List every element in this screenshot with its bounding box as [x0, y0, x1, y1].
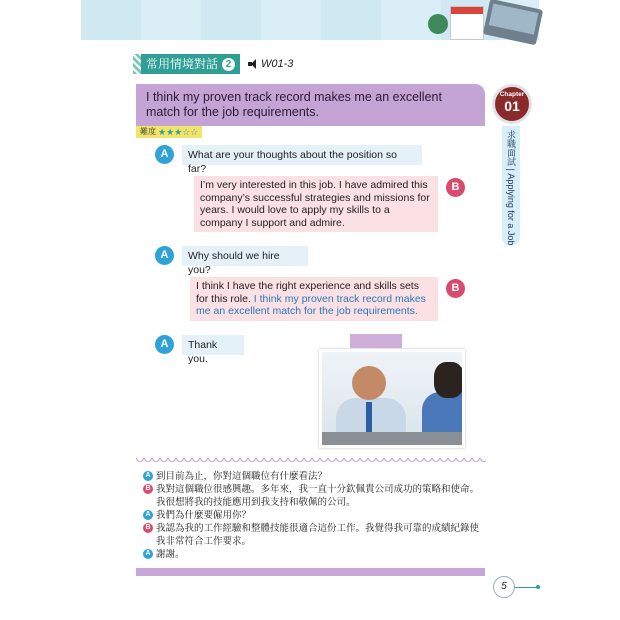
plant-icon	[428, 14, 448, 34]
translation-block	[143, 470, 483, 561]
speaker-icon	[248, 59, 258, 69]
speaker-b-mini-icon: B	[143, 523, 153, 533]
dialogue-line-b2-plain: I think I have the right experience and skills sets for this role.	[196, 280, 419, 305]
interviewer-head	[434, 362, 464, 398]
translation-text: 到目前為止，你對這個職位有什麼看法？	[156, 471, 328, 482]
desk-shape	[322, 432, 462, 448]
tie-shape	[366, 402, 372, 432]
translation-text: 謝謝。	[156, 549, 185, 560]
translation-text: 我對這個職位很感興趣。多年來，我一直十分欽佩貴公司成功的策略和使命。	[156, 484, 480, 495]
translation-line	[143, 522, 483, 535]
page-dot	[536, 585, 540, 589]
speaker-b-avatar: B	[446, 178, 465, 197]
chapter-number: 01	[504, 98, 520, 114]
section-number: 2	[222, 58, 235, 71]
chapter-badge	[492, 84, 532, 124]
dialogue-line-b2-highlight: I think my proven track record makes me an excellent match for the job requirements.	[196, 292, 426, 317]
translation-text: 我們為什麼要僱用你？	[156, 510, 252, 521]
interviewee-head	[352, 366, 386, 400]
star-rating-icon: ★★★☆☆	[158, 127, 199, 137]
section-label-text: 常用情境對話	[146, 57, 219, 71]
lesson-title: I think my proven track record makes me an excellent match for the job requirements.	[146, 90, 442, 119]
speaker-a-mini-icon: A	[143, 549, 153, 559]
translation-line	[143, 470, 483, 483]
difficulty-level	[136, 126, 202, 138]
translation-line	[143, 509, 483, 522]
translation-line	[143, 483, 483, 496]
dialogue-line-b2	[190, 277, 438, 321]
photo-tape	[350, 334, 402, 348]
section-header	[133, 54, 293, 74]
dialogue-line-b1: I’m very interested in this job. I have admired this company’s successful strategies and missions for years. I would love to apply my skills to a company I support and admire.	[194, 176, 438, 232]
speaker-a-avatar: A	[155, 145, 174, 164]
chapter-topic: 求職面試 | Applying for a Job	[506, 130, 516, 246]
section-label	[141, 54, 240, 74]
translation-text: 我很想將我的技能應用到我支持和敬佩的公司。	[156, 497, 356, 508]
speaker-a-mini-icon: A	[143, 471, 153, 481]
translation-line-cont	[143, 496, 483, 509]
translation-line	[143, 548, 483, 561]
calendar-icon	[450, 6, 484, 40]
speaker-a-avatar: A	[155, 246, 174, 265]
wavy-divider	[136, 458, 486, 466]
speaker-a-avatar: A	[155, 335, 174, 354]
interview-photo	[319, 349, 465, 448]
translation-text: 我非常符合工作要求。	[156, 536, 252, 547]
dialogue-line-a3: Thank you.	[182, 335, 244, 355]
dialogue-line-a2: Why should we hire you?	[182, 246, 308, 266]
page-number: 5	[493, 576, 515, 598]
section-stripe	[133, 54, 141, 74]
speaker-b-mini-icon: B	[143, 484, 153, 494]
audio-code: W01-3	[261, 58, 294, 70]
title-box	[136, 84, 485, 126]
speaker-b-avatar: B	[446, 279, 465, 298]
dialogue-line-a1: What are your thoughts about the position so far?	[182, 145, 422, 165]
bottom-bar	[136, 568, 485, 576]
translation-text: 我認為我的工作經驗和整體技能很適合這份工作。我覺得我可靠的成績紀錄使	[156, 523, 480, 534]
chapter-word: Chapter	[499, 91, 525, 98]
audio-track[interactable]	[248, 58, 293, 70]
speaker-a-mini-icon: A	[143, 510, 153, 520]
translation-line-cont	[143, 535, 483, 548]
difficulty-label: 難度	[140, 127, 156, 136]
